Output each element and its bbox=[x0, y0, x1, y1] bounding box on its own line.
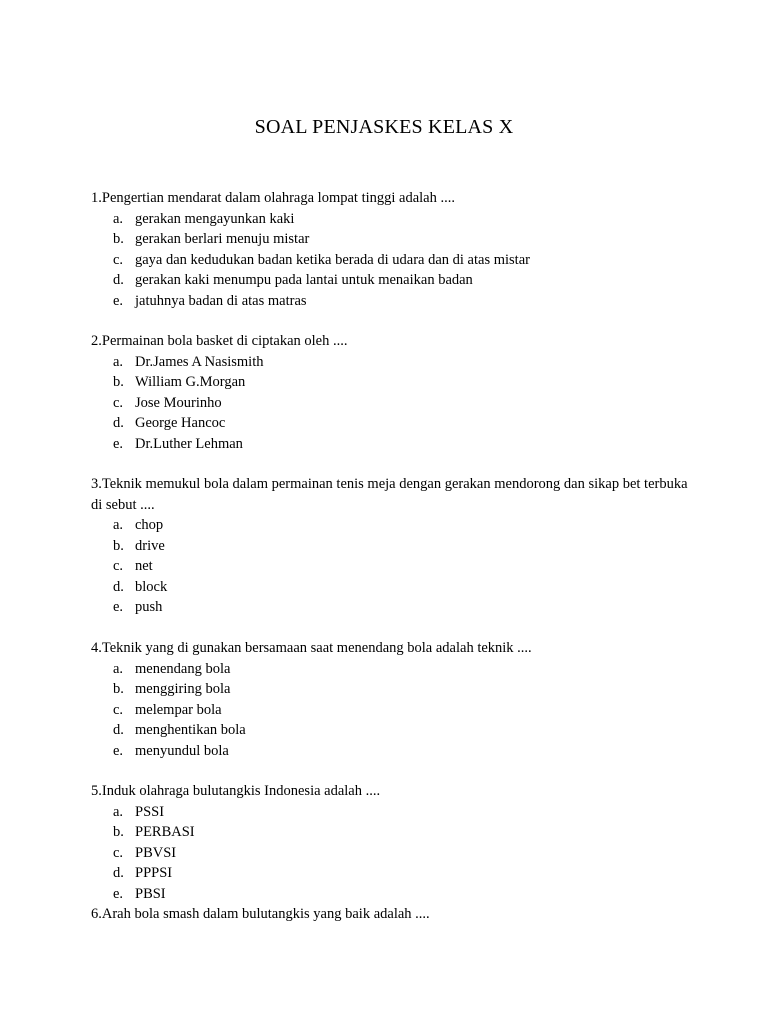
question-4 bbox=[91, 638, 691, 761]
option-text: PERBASI bbox=[135, 824, 195, 840]
option-letter: d. bbox=[113, 722, 124, 738]
option-text: push bbox=[135, 599, 163, 615]
option-letter: d. bbox=[113, 415, 124, 431]
answer-option bbox=[91, 413, 691, 434]
question-text: 2.Permainan bola basket di ciptakan oleh .... bbox=[91, 333, 348, 349]
option-text: PBVSI bbox=[135, 844, 177, 861]
question-text: 1.Pengertian mendarat dalam olahraga lompat tinggi adalah .... bbox=[91, 190, 455, 206]
answer-option bbox=[91, 741, 691, 762]
option-letter: b. bbox=[113, 374, 124, 390]
answer-option bbox=[91, 270, 691, 291]
option-text: chop bbox=[135, 517, 164, 533]
answer-option bbox=[91, 577, 691, 598]
option-letter: e. bbox=[113, 885, 124, 902]
option-text: gerakan mengayunkan kaki bbox=[135, 210, 295, 227]
answer-option bbox=[91, 679, 691, 700]
option-text: drive bbox=[135, 537, 165, 554]
option-text: Dr.James A Nasismith bbox=[135, 353, 264, 370]
option-text: menghentikan bola bbox=[135, 722, 246, 738]
option-letter: e. bbox=[113, 435, 124, 452]
answer-option bbox=[91, 843, 691, 864]
option-letter: b. bbox=[113, 231, 124, 247]
option-text: menggiring bola bbox=[135, 681, 231, 697]
option-text: George Hancoc bbox=[135, 415, 226, 431]
option-letter: c. bbox=[113, 251, 124, 268]
option-text: PSSI bbox=[135, 803, 165, 820]
option-letter: d. bbox=[113, 272, 124, 288]
option-letter: a. bbox=[113, 210, 124, 227]
option-text: gerakan berlari menuju mistar bbox=[135, 231, 310, 247]
answer-option bbox=[91, 720, 691, 741]
question-text: 3.Teknik memukul bola dalam permainan tenis meja dengan gerakan mendorong dan sikap bet terbuka di sebut .... bbox=[91, 476, 692, 513]
answer-option bbox=[91, 434, 691, 455]
answer-option bbox=[91, 372, 691, 393]
question-text: 6.Arah bola smash dalam bulutangkis yang baik adalah .... bbox=[91, 906, 430, 922]
answer-option bbox=[91, 597, 691, 618]
answer-option bbox=[91, 700, 691, 721]
option-letter: b. bbox=[113, 537, 124, 554]
question-6 bbox=[91, 904, 691, 925]
answer-option bbox=[91, 209, 691, 230]
answer-option bbox=[91, 515, 691, 536]
answer-option bbox=[91, 291, 691, 312]
question-text: 4.Teknik yang di gunakan bersamaan saat menendang bola adalah teknik .... bbox=[91, 640, 532, 656]
option-text: block bbox=[135, 578, 168, 595]
question-5 bbox=[91, 781, 691, 904]
document-title: SOAL PENJASKES KELAS X bbox=[254, 116, 514, 138]
answer-option bbox=[91, 536, 691, 557]
option-letter: b. bbox=[113, 681, 124, 697]
option-letter: b. bbox=[113, 824, 124, 840]
option-text: gaya dan kedudukan badan ketika berada di udara dan di atas mistar bbox=[135, 251, 530, 268]
option-text: melempar bola bbox=[135, 701, 222, 718]
option-letter: d. bbox=[113, 578, 124, 595]
answer-option bbox=[91, 659, 691, 680]
question-2 bbox=[91, 331, 691, 454]
option-letter: a. bbox=[113, 517, 124, 533]
option-letter: c. bbox=[113, 558, 124, 574]
option-letter: c. bbox=[113, 844, 124, 861]
option-letter: e. bbox=[113, 742, 124, 759]
answer-option bbox=[91, 393, 691, 414]
option-letter: e. bbox=[113, 292, 124, 309]
option-text: menendang bola bbox=[135, 660, 231, 677]
question-3 bbox=[91, 474, 691, 618]
option-letter: a. bbox=[113, 660, 124, 677]
answer-option bbox=[91, 352, 691, 373]
option-text: jatuhnya badan di atas matras bbox=[135, 292, 307, 309]
option-letter: d. bbox=[113, 865, 124, 881]
option-text: Dr.Luther Lehman bbox=[135, 435, 243, 452]
option-text: net bbox=[135, 558, 153, 574]
answer-option bbox=[91, 229, 691, 250]
question-text: 5.Induk olahraga bulutangkis Indonesia adalah .... bbox=[91, 783, 381, 799]
answer-option bbox=[91, 822, 691, 843]
option-text: menyundul bola bbox=[135, 742, 229, 759]
option-text: Jose Mourinho bbox=[135, 394, 222, 411]
option-text: William G.Morgan bbox=[135, 374, 246, 390]
answer-option bbox=[91, 802, 691, 823]
option-text: PPPSI bbox=[135, 865, 173, 881]
option-letter: a. bbox=[113, 803, 124, 820]
option-text: PBSI bbox=[135, 885, 166, 902]
option-letter: a. bbox=[113, 353, 124, 370]
answer-option bbox=[91, 863, 691, 884]
answer-option bbox=[91, 884, 691, 905]
answer-option bbox=[91, 556, 691, 577]
option-letter: e. bbox=[113, 599, 124, 615]
question-1 bbox=[91, 188, 691, 311]
option-letter: c. bbox=[113, 701, 124, 718]
option-letter: c. bbox=[113, 394, 124, 411]
option-text: gerakan kaki menumpu pada lantai untuk menaikan badan bbox=[135, 272, 473, 288]
answer-option bbox=[91, 250, 691, 271]
